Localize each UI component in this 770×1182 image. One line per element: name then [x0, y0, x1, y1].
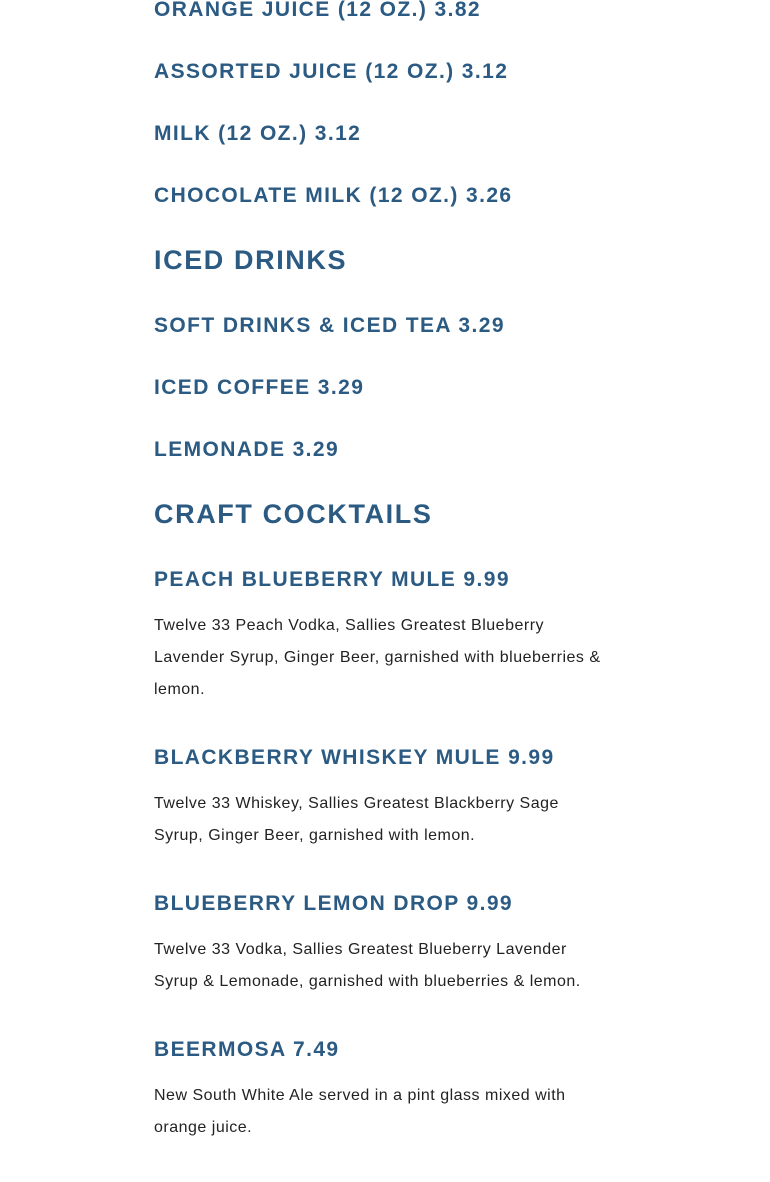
menu-item-soft-drinks: SOFT DRINKS & ICED TEA 3.29	[154, 314, 505, 337]
menu-item-iced-coffee: ICED COFFEE 3.29	[154, 376, 365, 399]
menu-item-peach-blueberry-mule: PEACH BLUEBERRY MULE 9.99	[154, 568, 510, 591]
menu-item-description: Twelve 33 Whiskey, Sallies Greatest Blackberry Sage Syrup, Ginger Beer, garnished with lemon.	[154, 795, 559, 844]
menu-item-lemonade: LEMONADE 3.29	[154, 438, 340, 461]
section-title-craft-cocktails: CRAFT COCKTAILS	[154, 499, 433, 529]
menu-item-milk: MILK (12 OZ.) 3.12	[154, 122, 362, 145]
menu-item-chocolate-milk: CHOCOLATE MILK (12 OZ.) 3.26	[154, 184, 513, 207]
menu-item-orange-juice: ORANGE JUICE (12 OZ.) 3.82	[154, 0, 481, 21]
menu-item-assorted-juice: ASSORTED JUICE (12 OZ.) 3.12	[154, 60, 509, 83]
menu-item-beermosa: BEERMOSA 7.49	[154, 1038, 340, 1061]
menu-item-description: New South White Ale served in a pint glass mixed with orange juice.	[154, 1087, 566, 1136]
menu-item-blueberry-lemon-drop: BLUEBERRY LEMON DROP 9.99	[154, 892, 514, 915]
menu-item-blackberry-whiskey-mule: BLACKBERRY WHISKEY MULE 9.99	[154, 746, 555, 769]
section-title-iced-drinks: ICED DRINKS	[154, 245, 348, 275]
menu-item-description: Twelve 33 Peach Vodka, Sallies Greatest Blueberry Lavender Syrup, Ginger Beer, garnished with blueberries & lemon.	[154, 617, 601, 698]
menu-item-description: Twelve 33 Vodka, Sallies Greatest Blueberry Lavender Syrup & Lemonade, garnished with blueberries & lemon.	[154, 941, 581, 990]
